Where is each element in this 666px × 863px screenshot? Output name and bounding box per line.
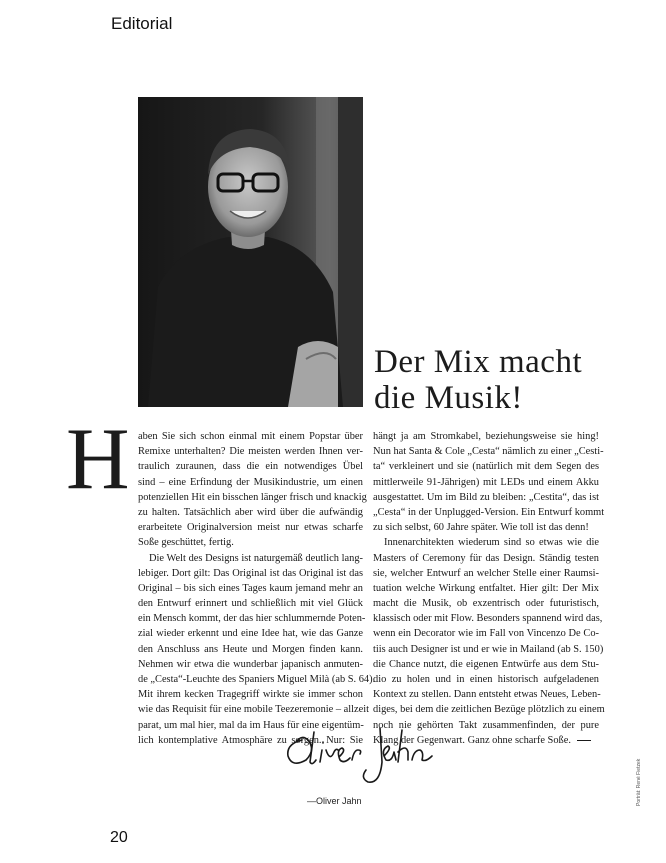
text-line: lich kontemplative Atmosphäre zu sorgen. Nur: Sie	[138, 734, 363, 746]
text-line: potenziellen Hit ein bisschen länger frisch und knackig	[138, 491, 367, 503]
text-line-content: Klang der Gegenwart. Ganz ohne scharfe Soße.	[373, 734, 571, 746]
text-line: Soße geschüttet, fertig.	[138, 537, 234, 549]
text-line: wenn ein Decorator wie im Fall von Vincenzo De Co-	[373, 628, 599, 640]
text-line: aben Sie sich schon einmal mit einem Popstar über	[138, 431, 363, 442]
text-line: Remixe unterhalten? Die meisten werden Ihnen ver-	[138, 446, 363, 458]
text-line: noch nie gehörten Takt zusammenfinden, der pure	[373, 719, 599, 731]
end-mark	[577, 740, 591, 742]
article-column-left	[138, 429, 376, 748]
text-line: zu sich selbst, 60 Jahre später. Wie toll ist das denn!	[373, 522, 589, 534]
text-line: den Anschluss ans Heute und Morgen finden kann.	[138, 643, 363, 655]
text-line: mittlerweile 91-Jährigen) mit LEDs und einem Akku	[373, 476, 599, 488]
headline-line: Der Mix macht	[374, 344, 583, 380]
text-line: Innenarchitekten wiederum sind so etwas wie die	[384, 537, 599, 549]
text-line: wie das Requisit für eine mobile Teezeremonie – allzeit	[138, 704, 370, 716]
page-number: 20	[110, 829, 128, 846]
text-line: Nehmen wir etwa die wunderbar japanisch anmuten-	[138, 658, 363, 670]
text-line: macht die Musik, ob exzentrisch oder futuristisch,	[373, 598, 599, 610]
text-line: tiis auch Designer ist und er wie in Mailand (ab S. 150)	[373, 643, 604, 655]
signature-drawing	[280, 722, 450, 792]
text-line: de „Cesta“-Leuchte des Spaniers Miguel Milà (ab S. 64).	[138, 674, 376, 685]
text-line: traulich zuraunen, dass die ein notwendiges Übel	[138, 461, 363, 473]
text-line: ein Mensch kommt, der das hier schlummernde Poten-	[138, 613, 366, 625]
author-name: —Oliver Jahn	[307, 796, 362, 806]
text-line: dio zu holen und in einen historisch aufgeladenen	[373, 674, 599, 685]
text-line: hängt ja am Stromkabel, beziehungsweise sie hing!	[373, 431, 599, 442]
text-line: parat, um mal hier, mal da im Haus für eine eigentüm-	[138, 719, 364, 731]
portrait-image	[138, 97, 363, 407]
text-line: zu halten. Tatsächlich aber wird über die aufwändig	[138, 506, 363, 518]
text-line: lebiger. Dort gilt: Das Original ist das Original ist das	[138, 567, 363, 579]
author-portrait	[138, 97, 363, 407]
text-line: Mit ihrem kecken Tragegriff wirkte sie immer schon	[138, 689, 363, 701]
text-line: klassisch oder mit Flow. Besonders spannend wird das,	[373, 613, 603, 625]
text-line: Original – bis sich eines Tages kaum jemand mehr an	[138, 582, 363, 594]
text-line: zial wieder erkennt und eine Idee hat, wie das Ganze	[138, 628, 363, 640]
headline-line: die Musik!	[374, 380, 523, 416]
text-line: Die Welt des Designs ist naturgemäß deutlich lang-	[149, 552, 363, 564]
handwritten-signature	[280, 722, 450, 792]
text-line: erarbeitete Originalversion meist nur etwas scharfe	[138, 522, 363, 534]
text-line: ausgestattet. Um im Bild zu bleiben: „Cestita“, das ist	[373, 491, 599, 503]
text-line: sie, welcher Entwurf an welcher Stelle einer Raumsi-	[373, 567, 599, 579]
text-line: diges, bei dem die zeitlichen Bezüge plötzlich zu einem	[373, 704, 605, 716]
photo-credit: Porträt: René Fietzek	[636, 758, 642, 806]
text-line: den Entwurf erinnert und schließlich mit viel Glück	[138, 598, 363, 610]
text-line: ta“ verkleinert und sie (natürlich mit dem Segen des	[373, 461, 599, 473]
drop-cap: H	[66, 411, 130, 508]
text-line: sind – eine Erfindung der Musikindustrie, um einen	[138, 476, 363, 488]
article-column-right	[373, 429, 605, 748]
section-label: Editorial	[111, 14, 173, 33]
text-line: Kontext zu stellen. Dann entsteht etwas Neues, Leben-	[373, 689, 601, 701]
text-line: „Cesta“ in der Unplugged-Version. Ein Entwurf kommt	[373, 506, 605, 518]
text-line: Masters of Ceremony für das Design. Ständig testen	[373, 552, 599, 564]
headline	[374, 344, 644, 416]
text-line: Nun hat Santa & Cole „Cesta“ nämlich zu einer „Cesti-	[373, 446, 604, 458]
text-line: tuation welche Wirkung entfaltet. Hier gilt: Der Mix	[373, 582, 599, 594]
text-line: die Chance nutzt, die eigenen Entwürfe aus dem Stu-	[373, 658, 599, 670]
